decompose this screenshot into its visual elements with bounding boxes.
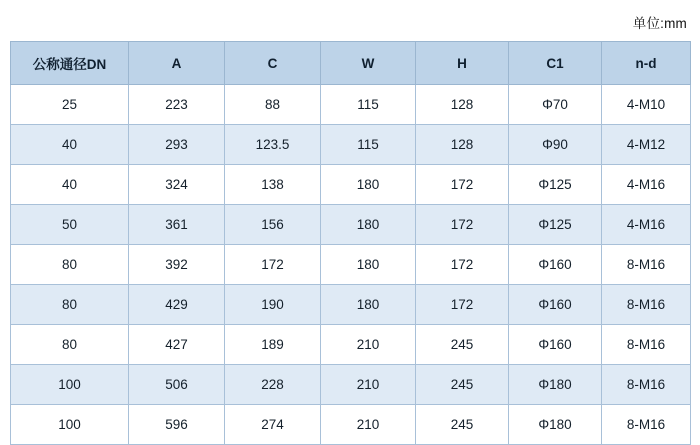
spec-table <box>10 41 691 445</box>
table-row <box>11 405 691 445</box>
column-header-h: H <box>416 42 509 85</box>
cell-c1: Φ160 <box>509 285 602 325</box>
cell-w: 210 <box>321 405 416 445</box>
cell-w: 115 <box>321 125 416 165</box>
cell-a: 223 <box>129 85 225 125</box>
cell-c: 123.5 <box>225 125 321 165</box>
cell-dn: 100 <box>11 405 129 445</box>
cell-c1: Φ160 <box>509 325 602 365</box>
table-row <box>11 125 691 165</box>
cell-a: 392 <box>129 245 225 285</box>
cell-c: 274 <box>225 405 321 445</box>
cell-w: 180 <box>321 245 416 285</box>
cell-nd: 8-M16 <box>602 325 691 365</box>
cell-h: 245 <box>416 325 509 365</box>
column-header-c1: C1 <box>509 42 602 85</box>
cell-h: 172 <box>416 165 509 205</box>
cell-h: 245 <box>416 365 509 405</box>
cell-nd: 4-M16 <box>602 205 691 245</box>
cell-w: 180 <box>321 205 416 245</box>
table-row <box>11 285 691 325</box>
cell-dn: 25 <box>11 85 129 125</box>
table-row <box>11 365 691 405</box>
header-row <box>11 42 691 85</box>
cell-h: 128 <box>416 125 509 165</box>
column-header-dn: 公称通径DN <box>11 42 129 85</box>
cell-h: 128 <box>416 85 509 125</box>
column-header-a: A <box>129 42 225 85</box>
cell-c1: Φ90 <box>509 125 602 165</box>
table-row <box>11 245 691 285</box>
column-header-nd: n-d <box>602 42 691 85</box>
cell-a: 596 <box>129 405 225 445</box>
cell-a: 429 <box>129 285 225 325</box>
cell-nd: 4-M10 <box>602 85 691 125</box>
cell-c1: Φ125 <box>509 205 602 245</box>
cell-w: 210 <box>321 365 416 405</box>
table-row <box>11 165 691 205</box>
cell-c1: Φ160 <box>509 245 602 285</box>
cell-h: 245 <box>416 405 509 445</box>
cell-c: 189 <box>225 325 321 365</box>
cell-h: 172 <box>416 205 509 245</box>
cell-h: 172 <box>416 285 509 325</box>
cell-c: 138 <box>225 165 321 205</box>
cell-nd: 8-M16 <box>602 285 691 325</box>
cell-w: 180 <box>321 285 416 325</box>
column-header-c: C <box>225 42 321 85</box>
unit-note: 单位:mm <box>632 16 687 31</box>
cell-a: 293 <box>129 125 225 165</box>
cell-dn: 40 <box>11 165 129 205</box>
cell-h: 172 <box>416 245 509 285</box>
cell-dn: 80 <box>11 285 129 325</box>
cell-c: 228 <box>225 365 321 405</box>
cell-nd: 8-M16 <box>602 365 691 405</box>
cell-w: 115 <box>321 85 416 125</box>
cell-nd: 4-M16 <box>602 165 691 205</box>
spec-table-container <box>10 41 690 445</box>
cell-c1: Φ70 <box>509 85 602 125</box>
cell-a: 324 <box>129 165 225 205</box>
table-row <box>11 85 691 125</box>
cell-dn: 50 <box>11 205 129 245</box>
cell-a: 506 <box>129 365 225 405</box>
cell-c1: Φ125 <box>509 165 602 205</box>
cell-c: 88 <box>225 85 321 125</box>
cell-w: 210 <box>321 325 416 365</box>
cell-dn: 80 <box>11 245 129 285</box>
cell-c1: Φ180 <box>509 405 602 445</box>
cell-c: 172 <box>225 245 321 285</box>
cell-dn: 80 <box>11 325 129 365</box>
table-header <box>11 42 691 85</box>
column-header-w: W <box>321 42 416 85</box>
cell-c: 190 <box>225 285 321 325</box>
cell-nd: 8-M16 <box>602 405 691 445</box>
cell-nd: 8-M16 <box>602 245 691 285</box>
cell-c: 156 <box>225 205 321 245</box>
cell-dn: 40 <box>11 125 129 165</box>
cell-nd: 4-M12 <box>602 125 691 165</box>
table-row <box>11 325 691 365</box>
cell-a: 427 <box>129 325 225 365</box>
cell-c1: Φ180 <box>509 365 602 405</box>
cell-dn: 100 <box>11 365 129 405</box>
cell-w: 180 <box>321 165 416 205</box>
table-body <box>11 85 691 445</box>
table-row <box>11 205 691 245</box>
cell-a: 361 <box>129 205 225 245</box>
